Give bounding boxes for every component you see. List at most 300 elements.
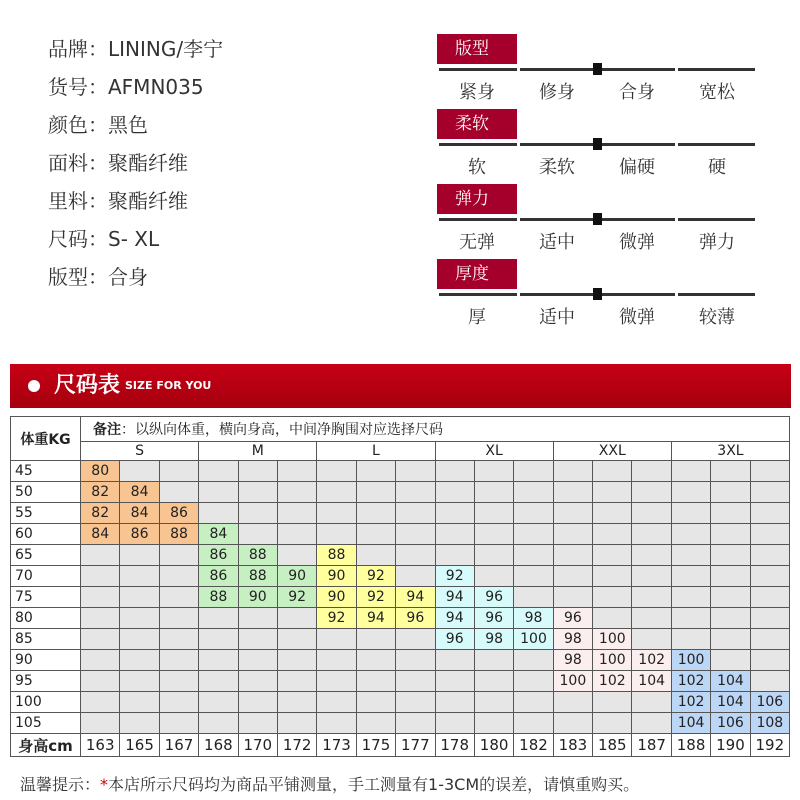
empty-cell [553,566,592,587]
empty-cell [120,587,159,608]
empty-cell [396,692,435,713]
empty-cell [435,671,474,692]
chest-cell: 86 [120,524,159,545]
empty-cell [356,461,395,482]
empty-cell [750,524,789,545]
table-row [11,482,790,503]
size-label-m: M [199,442,317,461]
empty-cell [474,461,513,482]
chest-cell: 92 [356,587,395,608]
size-chart-title: 尺码表 [54,373,121,398]
product-info-list [48,30,223,296]
chest-cell: 92 [317,608,356,629]
height-cell: 177 [396,734,435,757]
empty-cell [671,629,710,650]
chest-cell: 102 [671,671,710,692]
empty-cell [159,566,198,587]
height-cell: 190 [711,734,750,757]
empty-cell [593,545,632,566]
empty-cell [199,629,238,650]
empty-cell [396,461,435,482]
scale-divider [517,290,520,299]
scale-marker [593,63,602,75]
empty-cell [671,587,710,608]
table-row [11,629,790,650]
empty-cell [396,503,435,524]
scale-marker [593,213,602,225]
info-value: 黑色 [108,113,148,137]
empty-cell [553,692,592,713]
chest-cell: 94 [396,587,435,608]
empty-cell [159,671,198,692]
chest-cell: 98 [553,629,592,650]
scale-name: 柔软 [437,109,517,139]
empty-cell [356,650,395,671]
chest-cell: 106 [711,713,750,734]
weight-cell: 55 [11,503,81,524]
scale-option: 适中 [539,232,575,253]
height-cell: 192 [750,734,789,757]
scale-marker [593,138,602,150]
info-label: 版型： [48,265,108,289]
scale-divider [675,290,678,299]
empty-cell [159,461,198,482]
empty-cell [474,650,513,671]
height-cell: 175 [356,734,395,757]
empty-cell [750,461,789,482]
empty-cell [317,671,356,692]
empty-cell [750,650,789,671]
info-value: LINING/李宁 [108,37,224,61]
table-row [11,608,790,629]
info-value: AFMN035 [108,75,204,99]
chest-cell: 92 [277,587,316,608]
info-value: 聚酯纤维 [108,189,188,213]
scale-option: 较薄 [699,307,735,328]
info-value: S- XL [108,227,160,251]
empty-cell [474,482,513,503]
empty-cell [632,713,671,734]
empty-cell [750,482,789,503]
empty-cell [514,545,553,566]
chest-cell: 102 [593,671,632,692]
empty-cell [632,545,671,566]
empty-cell [750,503,789,524]
empty-cell [277,671,316,692]
empty-cell [238,482,277,503]
info-row [48,68,223,106]
scale-option: 柔软 [539,157,575,178]
scale-divider [675,65,678,74]
size-chart-header [10,364,791,408]
info-row [48,30,223,68]
empty-cell [553,461,592,482]
empty-cell [238,692,277,713]
info-label: 颜色： [48,113,108,137]
scale-line [439,68,755,71]
scale-name: 版型 [437,34,517,64]
info-row [48,106,223,144]
chest-cell: 84 [81,524,120,545]
empty-cell [159,692,198,713]
empty-cell [514,692,553,713]
scale-option: 微弹 [619,307,655,328]
empty-cell [671,524,710,545]
scale-3 [437,184,757,259]
chest-cell: 98 [553,650,592,671]
scale-divider [517,65,520,74]
chest-cell: 90 [317,566,356,587]
empty-cell [711,461,750,482]
weight-cell: 70 [11,566,81,587]
tip-text: 本店所示尺码均为商品平铺测量，手工测量有1-3CM的误差，请慎重购买。 [108,775,640,794]
size-tip [20,772,639,795]
scale-marker [593,288,602,300]
empty-cell [199,503,238,524]
info-label: 尺码： [48,227,108,251]
scale-4 [437,259,757,334]
scale-option: 弹力 [699,232,735,253]
table-row [11,650,790,671]
chest-cell: 92 [435,566,474,587]
empty-cell [120,671,159,692]
table-row [11,503,790,524]
chest-cell: 88 [238,545,277,566]
chest-cell: 94 [435,608,474,629]
empty-cell [317,524,356,545]
empty-cell [593,461,632,482]
height-cell: 167 [159,734,198,757]
scale-name: 弹力 [437,184,517,214]
chest-cell: 94 [435,587,474,608]
empty-cell [435,650,474,671]
size-label-l: L [317,442,435,461]
empty-cell [632,566,671,587]
info-row [48,258,223,296]
height-cell: 182 [514,734,553,757]
empty-cell [593,692,632,713]
empty-cell [593,503,632,524]
scale-divider [517,215,520,224]
empty-cell [120,608,159,629]
empty-cell [81,608,120,629]
empty-cell [514,713,553,734]
empty-cell [474,545,513,566]
chest-cell: 100 [514,629,553,650]
table-row [11,566,790,587]
empty-cell [435,692,474,713]
scale-2 [437,109,757,184]
empty-cell [159,608,198,629]
info-label: 里料： [48,189,108,213]
chest-cell: 100 [593,629,632,650]
empty-cell [396,482,435,503]
height-cell: 185 [593,734,632,757]
empty-cell [632,587,671,608]
scale-option: 修身 [539,82,575,103]
height-cell: 163 [81,734,120,757]
empty-cell [750,545,789,566]
empty-cell [277,629,316,650]
chest-cell: 86 [199,566,238,587]
chest-cell: 84 [120,482,159,503]
empty-cell [277,461,316,482]
empty-cell [159,587,198,608]
empty-cell [356,692,395,713]
empty-cell [199,692,238,713]
chest-cell: 86 [159,503,198,524]
chest-cell: 102 [632,650,671,671]
empty-cell [474,692,513,713]
empty-cell [396,545,435,566]
chest-cell: 94 [356,608,395,629]
empty-cell [238,524,277,545]
table-row [11,671,790,692]
empty-cell [317,503,356,524]
scale-option: 偏硬 [619,157,655,178]
info-row [48,220,223,258]
scale-options [437,303,757,329]
chest-cell: 90 [277,566,316,587]
empty-cell [474,713,513,734]
empty-cell [711,503,750,524]
info-label: 面料： [48,151,108,175]
empty-cell [120,461,159,482]
empty-cell [711,650,750,671]
scale-divider [675,140,678,149]
tip-prefix: 温馨提示： [20,775,101,794]
scale-option: 合身 [619,82,655,103]
chest-cell: 98 [474,629,513,650]
empty-cell [199,608,238,629]
empty-cell [277,482,316,503]
chest-cell: 90 [238,587,277,608]
chest-cell: 100 [671,650,710,671]
info-label: 货号： [48,75,108,99]
empty-cell [238,650,277,671]
chest-cell: 104 [671,713,710,734]
weight-cell: 105 [11,713,81,734]
scale-options [437,228,757,254]
empty-cell [593,608,632,629]
height-cell: 188 [671,734,710,757]
scale-option: 紧身 [459,82,495,103]
info-row [48,144,223,182]
weight-cell: 75 [11,587,81,608]
empty-cell [238,503,277,524]
height-cell: 180 [474,734,513,757]
tip-star: * [100,775,109,794]
empty-cell [159,545,198,566]
info-value: 聚酯纤维 [108,151,188,175]
size-label-xl: XL [435,442,553,461]
empty-cell [199,713,238,734]
chest-cell: 90 [317,587,356,608]
empty-cell [593,713,632,734]
empty-cell [238,629,277,650]
scale-option: 宽松 [699,82,735,103]
scale-divider [675,215,678,224]
empty-cell [750,671,789,692]
empty-cell [396,524,435,545]
empty-cell [671,482,710,503]
empty-cell [750,608,789,629]
empty-cell [553,545,592,566]
empty-cell [514,650,553,671]
empty-cell [671,545,710,566]
empty-cell [632,692,671,713]
info-value: 合身 [108,265,148,289]
empty-cell [199,671,238,692]
empty-cell [120,566,159,587]
empty-cell [396,671,435,692]
empty-cell [356,713,395,734]
chest-cell: 96 [396,608,435,629]
empty-cell [711,608,750,629]
empty-cell [238,671,277,692]
info-row [48,182,223,220]
empty-cell [553,587,592,608]
chest-cell: 100 [593,650,632,671]
height-header: 身高cm [11,734,81,757]
empty-cell [671,461,710,482]
height-cell: 170 [238,734,277,757]
empty-cell [396,566,435,587]
empty-cell [120,713,159,734]
empty-cell [317,650,356,671]
empty-cell [474,524,513,545]
scale-option: 硬 [708,157,726,178]
empty-cell [396,650,435,671]
weight-cell: 60 [11,524,81,545]
empty-cell [238,608,277,629]
table-row [11,524,790,545]
empty-cell [356,545,395,566]
chest-cell: 88 [199,587,238,608]
empty-cell [553,713,592,734]
empty-cell [81,587,120,608]
scale-line [439,143,755,146]
chest-cell: 88 [159,524,198,545]
empty-cell [317,692,356,713]
empty-cell [277,608,316,629]
height-cell: 173 [317,734,356,757]
empty-cell [435,461,474,482]
table-row [11,461,790,482]
empty-cell [81,566,120,587]
size-chart-subtitle: SIZE FOR YOU [125,379,212,392]
empty-cell [396,629,435,650]
empty-cell [711,545,750,566]
empty-cell [553,482,592,503]
height-cell: 168 [199,734,238,757]
empty-cell [199,461,238,482]
empty-cell [671,503,710,524]
weight-cell: 85 [11,629,81,650]
empty-cell [356,482,395,503]
scale-line [439,218,755,221]
empty-cell [593,524,632,545]
empty-cell [277,503,316,524]
weight-header: 体重KG [11,417,81,461]
empty-cell [671,608,710,629]
empty-cell [435,524,474,545]
empty-cell [435,545,474,566]
empty-cell [632,524,671,545]
empty-cell [277,650,316,671]
remark [81,417,790,442]
chest-cell: 82 [81,482,120,503]
weight-cell: 50 [11,482,81,503]
empty-cell [159,713,198,734]
empty-cell [435,503,474,524]
bullet-dot-icon [28,380,40,392]
empty-cell [711,482,750,503]
chest-cell: 80 [81,461,120,482]
empty-cell [199,482,238,503]
empty-cell [317,713,356,734]
empty-cell [514,671,553,692]
empty-cell [750,566,789,587]
chest-cell: 96 [553,608,592,629]
scale-option: 微弹 [619,232,655,253]
chest-cell: 102 [671,692,710,713]
empty-cell [750,587,789,608]
weight-cell: 80 [11,608,81,629]
empty-cell [81,671,120,692]
scale-options [437,78,757,104]
empty-cell [750,629,789,650]
empty-cell [593,587,632,608]
size-label-3xl: 3XL [671,442,789,461]
chest-cell: 96 [474,608,513,629]
chest-cell: 82 [81,503,120,524]
empty-cell [514,524,553,545]
empty-cell [514,587,553,608]
empty-cell [356,503,395,524]
empty-cell [671,566,710,587]
scale-option: 适中 [539,307,575,328]
chest-cell: 104 [711,692,750,713]
empty-cell [474,566,513,587]
empty-cell [711,524,750,545]
empty-cell [317,461,356,482]
chest-cell: 96 [474,587,513,608]
chest-cell: 104 [632,671,671,692]
empty-cell [553,524,592,545]
empty-cell [317,629,356,650]
height-cell: 178 [435,734,474,757]
size-label-s: S [81,442,199,461]
empty-cell [593,482,632,503]
chest-cell: 98 [514,608,553,629]
weight-cell: 65 [11,545,81,566]
empty-cell [514,461,553,482]
remark-text: ：以纵向体重，横向身高，中间净胸围对应选择尺码 [121,422,443,438]
empty-cell [238,461,277,482]
height-cell: 183 [553,734,592,757]
empty-cell [277,545,316,566]
feature-scales [437,34,757,334]
empty-cell [711,566,750,587]
empty-cell [514,566,553,587]
empty-cell [317,482,356,503]
scale-option: 厚 [468,307,486,328]
scale-divider [517,140,520,149]
empty-cell [593,566,632,587]
empty-cell [120,545,159,566]
empty-cell [632,629,671,650]
